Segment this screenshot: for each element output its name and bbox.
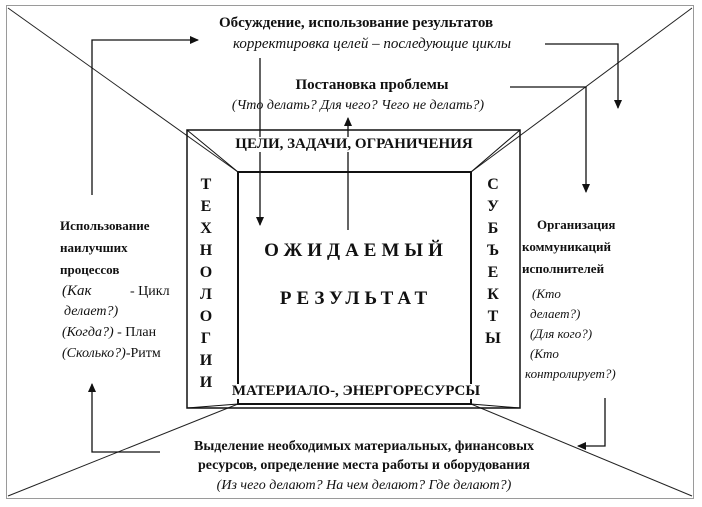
tech-letter: Т <box>200 176 212 193</box>
center-line2: РЕЗУЛЬТАТ <box>279 288 433 309</box>
tech-letter: Х <box>200 220 212 237</box>
right-question-2: (Для кого?) <box>530 326 593 341</box>
left-how-question-2: делает?) <box>64 304 119 319</box>
subj-letter: Б <box>487 220 499 237</box>
arrow-left-to-top <box>92 40 198 195</box>
problem-subtitle: (Что делать? Для чего? Чего не делать?) <box>231 98 485 113</box>
bottom-line2: ресурсов, определение места работы и оборудования <box>197 458 531 473</box>
bottom-subtitle: (Из чего делают? На чем делают? Где делают?) <box>216 478 512 493</box>
technologies-vertical-label <box>196 174 216 394</box>
left-when-question: (Когда?) <box>62 325 114 340</box>
center-line1: ОЖИДАЕМЫЙ <box>264 240 448 261</box>
arrow-right-to-bottom <box>578 398 605 446</box>
subj-letter: У <box>487 198 499 215</box>
right-line-2: исполнителей <box>522 261 605 276</box>
problem-title: Постановка проблемы <box>295 77 449 93</box>
tech-letter: Г <box>200 330 212 347</box>
left-howmuch-row <box>62 347 161 361</box>
left-line-2: процессов <box>60 262 120 277</box>
left-when-row <box>62 326 156 340</box>
subj-letter: С <box>487 176 499 193</box>
subj-letter: Е <box>487 264 499 281</box>
left-rhythm-label: -Ритм <box>125 346 161 361</box>
right-line-0: Организация <box>537 217 616 232</box>
subj-letter: Ъ <box>486 242 500 259</box>
outer-top-label: ЦЕЛИ, ЗАДАЧИ, ОГРАНИЧЕНИЯ <box>235 136 473 152</box>
left-line-0: Использование <box>60 218 150 233</box>
left-line-1: наилучших <box>60 240 128 255</box>
right-question-0: (Кто <box>532 286 561 301</box>
arrow-bottom-to-left <box>92 384 160 452</box>
right-line-1: коммуникаций <box>522 239 612 254</box>
right-question-3: (Кто <box>530 346 559 361</box>
outer-bottom-label: МАТЕРИАЛО-, ЭНЕРГОРЕСУРСЫ <box>231 383 481 399</box>
left-plan-label: - План <box>113 325 157 340</box>
tech-letter: Е <box>200 198 212 215</box>
left-howmuch-question: (Сколько?) <box>62 346 126 361</box>
diagonal-top-right <box>471 8 692 172</box>
arrow-problem-right <box>510 87 586 192</box>
left-cycle-label: - Цикл <box>130 284 170 299</box>
arrow-top-right <box>545 44 618 108</box>
top-subtitle: корректировка целей – последующие циклы <box>232 36 512 52</box>
subj-letter: К <box>487 286 499 303</box>
right-question-1: делает?) <box>530 306 581 321</box>
top-title: Обсуждение, использование результатов <box>218 15 494 31</box>
tech-letter: О <box>199 264 213 281</box>
tech-letter: Н <box>199 242 213 259</box>
subj-letter: Т <box>487 308 499 325</box>
tech-letter: И <box>199 374 213 391</box>
tech-letter: Л <box>200 286 212 303</box>
tech-letter: О <box>199 308 213 325</box>
tech-letter: И <box>199 352 213 369</box>
right-question-4: контролирует?) <box>525 366 616 381</box>
left-how-question: (Как <box>62 283 92 299</box>
subjects-vertical-label <box>483 174 503 350</box>
diagonal-top-left <box>8 8 238 172</box>
bottom-line1: Выделение необходимых материальных, финансовых <box>193 439 535 454</box>
subj-letter: Ы <box>485 330 501 347</box>
